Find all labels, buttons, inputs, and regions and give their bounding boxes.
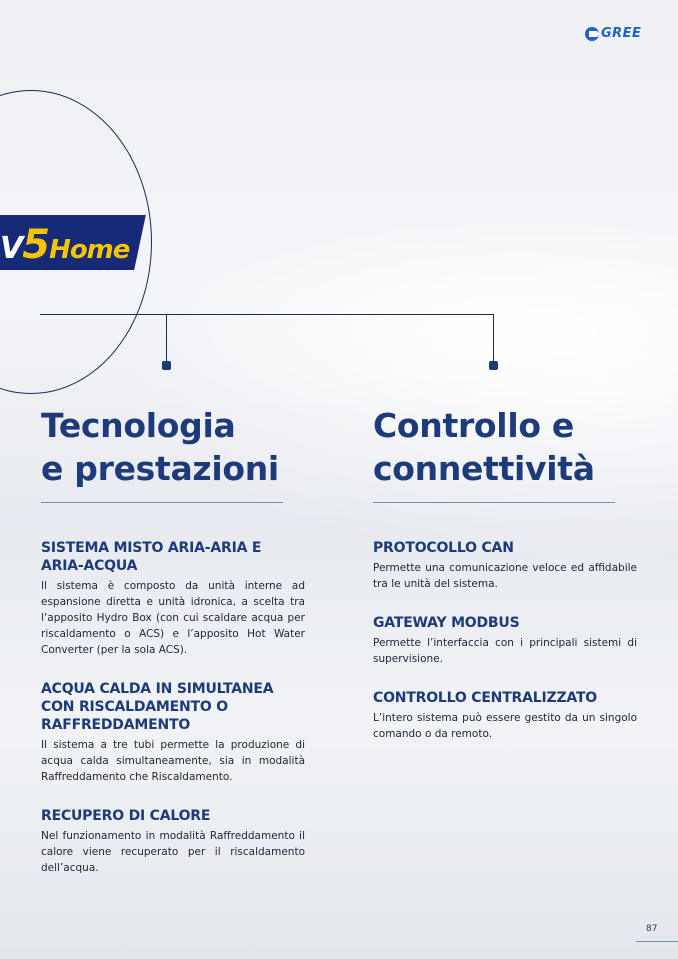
feature-section bbox=[41, 807, 305, 876]
feature-title: RECUPERO DI CALORE bbox=[41, 808, 211, 824]
product-badge bbox=[0, 222, 129, 268]
feature-body: L’intero sistema può essere gestito da un singolo comando o da remoto. bbox=[373, 712, 637, 740]
badge-prefix: V bbox=[0, 231, 23, 266]
column-heading bbox=[41, 404, 305, 490]
feature-section bbox=[41, 539, 305, 658]
heading-divider bbox=[41, 502, 283, 503]
feature-section bbox=[373, 539, 637, 592]
feature-body: Permette una comunicazione veloce ed affidabile tra le unità del sistema. bbox=[373, 562, 637, 590]
feature-title: SISTEMA MISTO ARIA-ARIA E ARIA-ACQUA bbox=[41, 540, 262, 574]
heading-line-2: connettività bbox=[373, 449, 595, 488]
heading-line-1: Tecnologia bbox=[41, 406, 236, 445]
gree-logo-icon bbox=[585, 27, 599, 41]
feature-section bbox=[373, 614, 637, 667]
page-number: 87 bbox=[646, 924, 658, 934]
connector-line-left bbox=[166, 314, 167, 364]
feature-title: CONTROLLO CENTRALIZZATO bbox=[373, 690, 597, 706]
heading-divider bbox=[373, 502, 615, 503]
connector-dot-left bbox=[162, 361, 171, 370]
feature-body: Il sistema a tre tubi permette la produzione di acqua calda simultaneamente, sia in modalità Raffreddamento che Riscaldamento. bbox=[41, 739, 305, 783]
feature-title: ACQUA CALDA IN SIMULTANEA CON RISCALDAMENTO O RAFFREDDAMENTO bbox=[41, 681, 274, 733]
connector-dot-right bbox=[489, 361, 498, 370]
feature-section bbox=[373, 689, 637, 742]
heading-line-1: Controllo e bbox=[373, 406, 574, 445]
column-controllo bbox=[373, 404, 637, 764]
gree-logo-text: GREE bbox=[601, 26, 642, 41]
column-heading bbox=[373, 404, 637, 490]
feature-title: PROTOCOLLO CAN bbox=[373, 540, 514, 556]
feature-body: Il sistema è composto da unità interne ad espansione diretta e unità idronica, a scelta tra l’apposito Hydro Box (con cui scaldare acqua per riscaldamento o ACS) e l’apposito Hot Water Converter (per la sola ACS). bbox=[41, 580, 305, 656]
badge-number: 5 bbox=[22, 222, 50, 268]
feature-section bbox=[41, 680, 305, 785]
connector-line-right bbox=[493, 314, 494, 364]
feature-title: GATEWAY MODBUS bbox=[373, 615, 520, 631]
page-number-rule bbox=[636, 941, 678, 942]
feature-body: Permette l’interfaccia con i principali sistemi di supervisione. bbox=[373, 637, 637, 665]
feature-body: Nel funzionamento in modalità Raffreddamento il calore viene recuperato per il riscaldamento dell’acqua. bbox=[41, 830, 305, 874]
column-tecnologia bbox=[41, 404, 305, 898]
badge-suffix: Home bbox=[49, 235, 130, 265]
heading-line-2: e prestazioni bbox=[41, 449, 279, 488]
gree-logo bbox=[585, 26, 641, 41]
connector-line bbox=[40, 314, 494, 315]
